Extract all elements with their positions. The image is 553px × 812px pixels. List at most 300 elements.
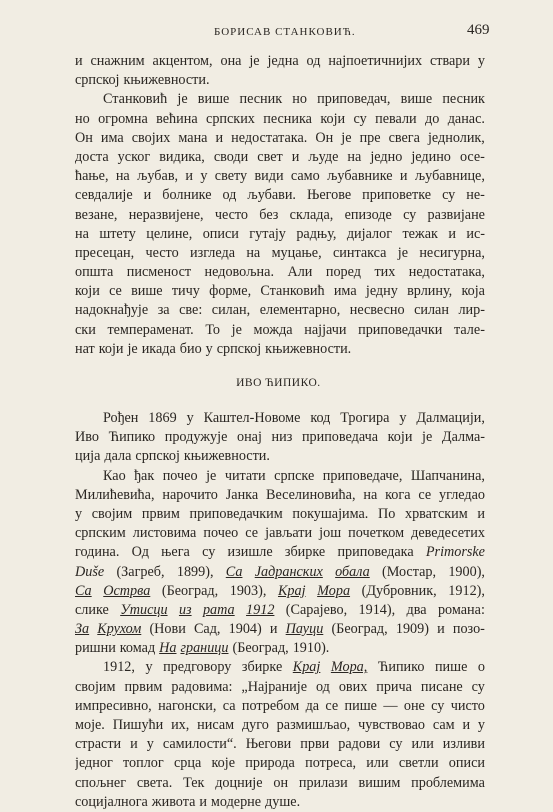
word: ћање, (75, 168, 109, 185)
word: За (75, 621, 90, 638)
word: но (292, 91, 307, 108)
word: обала (335, 563, 370, 580)
word: Пишући (112, 717, 164, 733)
text-line (75, 129, 485, 148)
word: (Сарајево, (285, 601, 348, 618)
word: својих (131, 129, 171, 146)
word: импресивно, (75, 697, 152, 714)
word: у (399, 410, 407, 426)
word: у (145, 659, 153, 676)
word: душе. (265, 793, 301, 810)
word: су (442, 187, 456, 204)
word: се (325, 697, 339, 714)
text-line (75, 90, 485, 109)
word: приповедаче, (322, 467, 403, 484)
word: не- (466, 187, 485, 204)
word: (Београд, (161, 582, 219, 599)
word: синтакса (332, 244, 387, 261)
text-line (75, 148, 485, 167)
word: се (418, 486, 432, 503)
word: својим (75, 678, 116, 695)
word: „Најраније (241, 678, 308, 695)
word: почео (203, 525, 239, 542)
word: доцније (215, 774, 263, 791)
text-line (75, 639, 485, 658)
word: (Београд, (331, 621, 388, 638)
word: често (145, 244, 179, 261)
word: своди (213, 148, 249, 165)
word: у (477, 717, 485, 733)
word: љубавнике (327, 168, 393, 185)
word: да (305, 697, 320, 714)
word: Primorske (425, 544, 485, 561)
word: ствари (429, 53, 470, 69)
word: Крај (292, 659, 321, 676)
word: муцање, (271, 244, 322, 261)
word: првим (141, 505, 180, 522)
word: (Београд, (232, 640, 289, 657)
word: ових (338, 678, 368, 695)
text-line (75, 735, 485, 754)
text-line (75, 563, 485, 582)
word: и (185, 168, 193, 185)
word: најпоетичнијих (328, 53, 423, 69)
word: пише (434, 659, 468, 676)
word: Крухом (97, 621, 142, 638)
word: једно (370, 148, 403, 165)
word: за (157, 302, 170, 319)
word: једино (411, 148, 451, 165)
word: све: (179, 302, 203, 319)
word: до (425, 110, 440, 127)
text-line (75, 225, 485, 244)
word: Тек (183, 774, 205, 791)
word: несигурна, (419, 244, 485, 261)
word: је (127, 340, 138, 357)
word: надокнађује (75, 302, 149, 319)
word: их, (171, 717, 190, 733)
word: (Загреб, (116, 563, 165, 580)
text-line (75, 301, 485, 320)
word: кога (385, 486, 411, 503)
text-line (75, 206, 485, 225)
word: приповедача (301, 429, 379, 446)
word: љубави. (247, 187, 296, 204)
word: размишљао, (276, 717, 351, 733)
word: недовољна. (204, 264, 274, 281)
text-line (75, 263, 485, 282)
word: Његове (306, 187, 352, 204)
word: штету (99, 225, 136, 242)
word: који (320, 110, 346, 127)
word: живота (151, 793, 196, 810)
word: огромна (98, 110, 148, 127)
word: Милићевића, (75, 486, 155, 503)
word: без (259, 206, 279, 223)
word: самилости“. (162, 736, 237, 753)
word: од (222, 187, 237, 204)
word: на (115, 168, 130, 185)
word: људе (308, 148, 339, 165)
word: дала (104, 448, 132, 465)
word: више (197, 91, 230, 108)
text-line (75, 321, 485, 340)
word: Далмацији, (416, 410, 485, 426)
word: лир- (458, 302, 485, 319)
word: слике (75, 601, 109, 618)
word: рата (202, 601, 235, 618)
word: први (300, 736, 330, 753)
word: недостатака, (408, 264, 485, 281)
word: њега (161, 544, 190, 561)
word: српских (206, 110, 255, 127)
word: српској (75, 72, 120, 89)
word: нарочито (162, 486, 218, 503)
word: он (273, 774, 289, 791)
word: целине, (146, 225, 193, 242)
word: још (319, 525, 342, 542)
word: љубав, (137, 168, 179, 185)
word: Као (103, 467, 126, 484)
word: Јадранских (254, 563, 323, 580)
word: предговору (163, 659, 232, 676)
word: био (179, 340, 202, 357)
word: продужује (164, 429, 228, 446)
word: уског (117, 148, 151, 165)
text-line (75, 524, 485, 543)
word: природа (245, 755, 295, 772)
word: тичу (171, 283, 200, 300)
text-line (75, 620, 485, 639)
word: но (75, 110, 90, 127)
word: ришни (75, 640, 116, 657)
word: (Дубровник, (361, 582, 437, 599)
word: икада (141, 340, 176, 357)
word: и (215, 129, 224, 146)
text-line (75, 754, 485, 773)
word: поред (325, 264, 361, 281)
word: у (146, 736, 154, 753)
word: Иво (75, 429, 99, 446)
word: година. (75, 544, 120, 561)
word: прича (376, 678, 412, 695)
text-line (75, 467, 485, 486)
word: свету (214, 168, 248, 185)
word: је (249, 53, 260, 69)
word: приповедака (337, 544, 414, 561)
word: ЋИПИКО. (265, 377, 321, 390)
word: врлину, (407, 283, 453, 300)
word: Веселиновића, (266, 486, 356, 503)
word: доста (75, 148, 109, 165)
word: се (245, 525, 259, 542)
text-line (75, 543, 485, 562)
word: књижевности. (265, 340, 352, 357)
word: нат (75, 340, 95, 357)
word: Његови (245, 736, 292, 753)
word: Шапчанина, (410, 467, 485, 484)
word: су (403, 206, 417, 223)
word: једна (267, 53, 299, 69)
word: која (461, 283, 485, 300)
text-line (75, 697, 485, 716)
word: радовима: (171, 678, 233, 695)
word: чувствовао (358, 717, 426, 733)
word: су (471, 678, 485, 695)
word: српским (75, 525, 126, 542)
text-line (75, 186, 485, 205)
word: 1900), (448, 563, 485, 580)
word: два (406, 601, 427, 618)
text-line (75, 282, 485, 301)
word: је (422, 429, 433, 446)
word: Острва (103, 582, 151, 599)
word: 1912), (448, 582, 485, 599)
word: Јанка (225, 486, 259, 503)
word: приповедач, (317, 91, 391, 108)
word: читати (224, 467, 266, 484)
word: у (186, 410, 194, 426)
word: силан, (211, 302, 251, 319)
word: срца (173, 755, 202, 772)
word: светли (398, 755, 439, 772)
word: општа (75, 264, 114, 281)
word: и (291, 148, 300, 165)
text-line (75, 409, 485, 428)
word: изишле (227, 544, 273, 561)
word: везане, (75, 206, 118, 223)
word: песник (239, 91, 283, 108)
word: ски (75, 321, 96, 338)
word: у (75, 505, 83, 522)
word: позо- (452, 621, 485, 638)
word: првим (124, 678, 163, 695)
word: писане (420, 678, 463, 695)
word: су (202, 544, 216, 561)
word: социјалнога (75, 793, 148, 810)
word: на (363, 486, 378, 503)
word: које (211, 755, 236, 772)
word: и (269, 621, 278, 638)
word: ис- (466, 225, 485, 242)
word: она (220, 53, 242, 69)
text-line (75, 110, 485, 129)
word: романа: (437, 601, 485, 618)
word: 1912, (103, 659, 135, 676)
word: пре (359, 129, 381, 146)
word: То (205, 321, 221, 338)
word: топлог (123, 755, 164, 772)
word: Сад, (193, 621, 221, 638)
text-line (75, 486, 485, 505)
word: 1910). (292, 640, 330, 657)
word: Од (131, 544, 149, 561)
word: нисам (197, 717, 235, 733)
word: спољнег (75, 774, 127, 791)
word: 1899), (176, 563, 214, 580)
word: прилази (298, 774, 348, 791)
word: има (100, 129, 124, 146)
word: и (130, 736, 138, 753)
word: склада, (289, 206, 334, 223)
word: листовима (132, 525, 197, 542)
word: болнике (162, 187, 212, 204)
word: света. (136, 774, 173, 791)
word: севдалије (75, 187, 133, 204)
word: је (397, 244, 409, 261)
word: данас. (447, 110, 485, 127)
word: више (131, 283, 163, 300)
word: Станковић (260, 283, 325, 300)
word: Са (75, 582, 92, 599)
running-head: БОРИСАВ СТАНКОВИЋ. (214, 26, 356, 38)
word: са (222, 697, 236, 714)
word: има (333, 283, 357, 300)
word: силан (414, 302, 449, 319)
text-line (75, 447, 485, 466)
word: и (399, 168, 408, 185)
word: потребом (241, 697, 300, 714)
word: Утисци (120, 601, 168, 618)
word: тежак (402, 225, 438, 242)
word: љубавнице, (414, 168, 485, 185)
word: и (199, 793, 207, 810)
word: Он (75, 129, 93, 146)
word: на (75, 225, 89, 242)
word: се (109, 283, 122, 300)
word: певали (375, 110, 417, 127)
word: граници (180, 640, 229, 657)
word: писменост (126, 264, 192, 281)
word: јављати (265, 525, 313, 542)
word: тих (374, 264, 396, 281)
word: из (178, 601, 192, 618)
word: комад (119, 640, 156, 657)
word: књижевности. (123, 72, 210, 89)
word: низ (271, 429, 293, 446)
word: збирке (241, 659, 283, 676)
word: елементарно, (259, 302, 341, 319)
text-line (75, 716, 485, 735)
word: епизоде (344, 206, 392, 223)
word: најјачи (304, 321, 347, 338)
word: модерне (210, 793, 262, 810)
word: вишим (358, 774, 401, 791)
word: почетком (348, 525, 405, 542)
text-line (75, 505, 485, 524)
word: и (143, 187, 152, 204)
word: радњу, (296, 225, 337, 242)
word: и (437, 621, 445, 638)
word: једног (75, 755, 113, 772)
word: у (205, 340, 213, 357)
page-header (0, 22, 553, 42)
word: развијане (427, 206, 485, 223)
word: моје. (75, 717, 105, 733)
word: и (462, 717, 471, 733)
word: Он (315, 129, 334, 146)
word: страсти (75, 736, 122, 753)
word: који (98, 340, 124, 357)
word: На (159, 640, 177, 657)
word: проблемима (411, 774, 485, 791)
word: ђак (134, 467, 155, 484)
word: дијалог (346, 225, 393, 242)
word: песника (263, 110, 312, 127)
text-line (75, 582, 485, 601)
word: покушајима. (292, 505, 369, 522)
word: ИВО (236, 377, 262, 390)
word: Ћипико (377, 659, 425, 676)
word: већина (156, 110, 198, 127)
word: само (290, 168, 320, 185)
word: дуго (241, 717, 269, 733)
word: Крај (277, 582, 306, 599)
word: приповетке (362, 187, 432, 204)
word: Пауци (285, 621, 324, 638)
word: оне (403, 697, 425, 714)
word: Далма- (441, 429, 485, 446)
word: форме, (209, 283, 252, 300)
word: једнолик, (427, 129, 485, 146)
word: више (400, 91, 433, 108)
word: тале- (454, 321, 485, 338)
text-line (75, 167, 485, 186)
word: ција (75, 448, 101, 465)
word: Рођен (103, 410, 139, 426)
word: Каштел-Новоме (203, 410, 301, 426)
word: мана (178, 129, 208, 146)
word: гутају (249, 225, 286, 242)
word: 1912 (246, 601, 275, 618)
word: угледао (439, 486, 485, 503)
word: снажним (90, 53, 145, 69)
word: описи (448, 755, 485, 772)
text-line (75, 774, 485, 793)
word: почео (162, 467, 198, 484)
word: можда (253, 321, 293, 338)
word: су (353, 110, 367, 127)
word: код (310, 410, 331, 426)
text-line (75, 601, 485, 620)
word: збирке (284, 544, 326, 561)
word: Али (287, 264, 313, 281)
word: на (347, 148, 362, 165)
word: 1903), (229, 582, 267, 599)
word: и (75, 53, 83, 69)
word: који (387, 429, 413, 446)
word: је (206, 467, 217, 484)
word: — (383, 697, 398, 714)
word: у (477, 53, 485, 69)
word: пресецан, (75, 244, 135, 261)
word: потреса, (305, 755, 357, 772)
text-line (75, 658, 485, 677)
word: песник (442, 91, 485, 108)
word: (Нови (149, 621, 186, 638)
word: хрватским (404, 505, 468, 522)
body-text (75, 52, 485, 812)
page-number: 469 (467, 22, 490, 38)
word: једну (365, 283, 398, 300)
word: 1909) (395, 621, 429, 638)
word: својим (91, 505, 133, 522)
word: несвесно (349, 302, 405, 319)
word: свега (388, 129, 420, 146)
section-heading (75, 359, 485, 409)
word: Станковић (103, 91, 168, 108)
word: видика, (159, 148, 205, 165)
